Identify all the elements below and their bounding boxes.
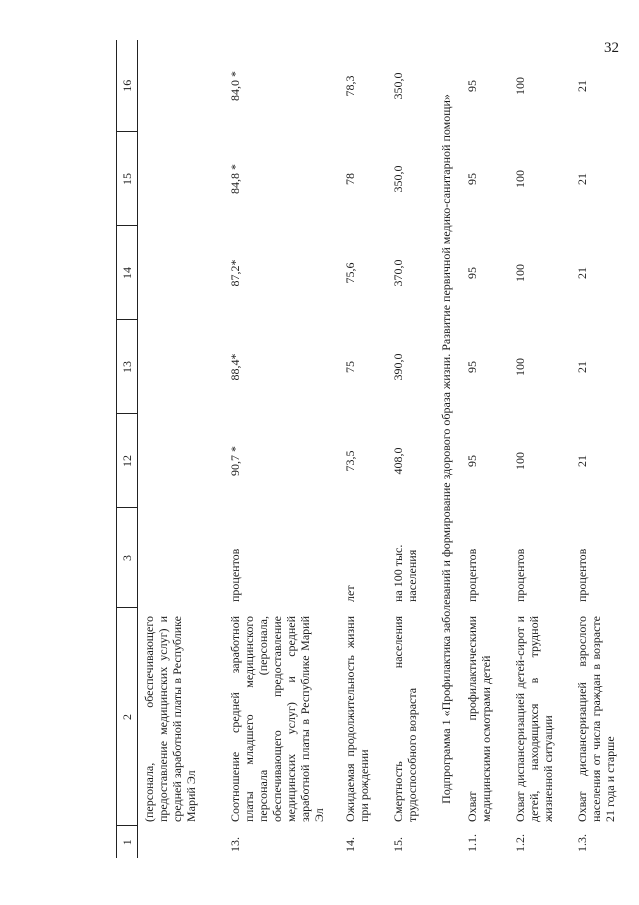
indicator-name: Охват профилактическими медицинскими осмотрами детей: [464, 616, 493, 822]
value-cell: 95: [464, 455, 479, 467]
table-row: [457, 40, 505, 858]
value-cell: 21: [574, 361, 589, 373]
column-header: 16: [117, 40, 138, 132]
value-cell: 100: [512, 264, 527, 282]
value-cell: 95: [464, 267, 479, 279]
value-cell: 84,8 *: [227, 164, 242, 194]
subprogram-title: Подпрограмма 1 «Профилактика заболеваний и формирование здорового образа жизни. Развитие первичной медико-санитарной помощи»: [438, 94, 453, 804]
value-cell: 88,4*: [227, 353, 242, 381]
indicator-unit: процентов: [227, 548, 242, 602]
value-cell: 21: [574, 267, 589, 279]
value-cell: 73,5: [342, 450, 357, 472]
value-cell: [138, 132, 220, 226]
indicator-unit: лет: [342, 585, 357, 602]
indicator-unit: [138, 508, 220, 608]
value-cell: 75,6: [342, 262, 357, 284]
value-cell: 100: [512, 452, 527, 470]
value-cell: 390,0: [390, 353, 405, 381]
value-cell: 78: [342, 173, 357, 185]
row-number: 13.: [227, 837, 242, 852]
table-row: [335, 40, 383, 858]
page-number: 32: [604, 40, 619, 56]
table-row: [220, 40, 335, 858]
indicator-name: Смертность населения трудоспособного возраста: [390, 616, 419, 822]
indicator-unit: на 100 тыс. населения: [390, 544, 419, 602]
value-cell: 100: [512, 170, 527, 188]
indicators-table: [116, 40, 639, 858]
value-cell: 95: [464, 173, 479, 185]
indicator-name: Соотношение средней заработной платы младшего медицинского персонала (персонала, обеспечивающего предоставление медицинских услуг) и средней заработной платы в Республике Марий Эл: [227, 616, 326, 822]
value-cell: 95: [464, 361, 479, 373]
value-cell: [138, 414, 220, 508]
value-cell: 100: [512, 358, 527, 376]
value-cell: 100: [512, 77, 527, 95]
indicator-unit: процентов: [512, 548, 527, 602]
header-row: [117, 40, 138, 858]
indicator-unit: процентов: [574, 548, 589, 602]
value-cell: 75: [342, 361, 357, 373]
indicator-unit: процентов: [464, 548, 479, 602]
value-cell: 95: [464, 80, 479, 92]
value-cell: 87,2*: [227, 259, 242, 287]
column-header: 14: [117, 226, 138, 320]
value-cell: 90,7 *: [227, 446, 242, 476]
value-cell: 370,0: [390, 259, 405, 287]
row-number: 1.2.: [512, 834, 527, 852]
value-cell: 78,3: [342, 75, 357, 97]
column-header: 15: [117, 132, 138, 226]
row-number: 14.: [342, 837, 357, 852]
column-header: 2: [117, 608, 138, 826]
column-header: 3: [117, 508, 138, 608]
value-cell: [138, 40, 220, 132]
value-cell: 408,0: [390, 447, 405, 475]
value-cell: 350,0: [390, 165, 405, 193]
value-cell: 21: [574, 455, 589, 467]
value-cell: [138, 320, 220, 414]
value-cell: 21: [574, 80, 589, 92]
indicator-name: (персонала, обеспечивающего предоставление медицинских услуг) и средней заработной платы в Республике Марий Эл: [142, 616, 198, 822]
table-row: [505, 40, 567, 858]
column-header: 12: [117, 414, 138, 508]
subprogram-header-row: [435, 40, 457, 858]
column-header: 13: [117, 320, 138, 414]
table-row: [138, 40, 220, 858]
row-number: 1.1.: [464, 834, 479, 852]
row-number: 15.: [390, 837, 405, 852]
indicator-name: Ожидаемая продолжительность жизни при рождении: [342, 616, 371, 822]
column-header: 1: [117, 826, 138, 858]
value-cell: 21: [574, 173, 589, 185]
value-cell: 84,0 *: [227, 71, 242, 101]
row-number: 1.3.: [574, 834, 589, 852]
indicator-name: Охват диспансеризацией взрослого населения от числа граждан в возрасте 21 года и старше: [574, 616, 617, 822]
table-row: [567, 40, 639, 858]
row-number: [138, 826, 220, 858]
indicator-name: Охват диспансеризацией детей-сирот и детей, находящихся в трудной жизненной ситуации: [512, 616, 555, 822]
table-row: [383, 40, 435, 858]
rotated-table-container: [116, 40, 626, 858]
value-cell: 350,0: [390, 72, 405, 100]
value-cell: [138, 226, 220, 320]
